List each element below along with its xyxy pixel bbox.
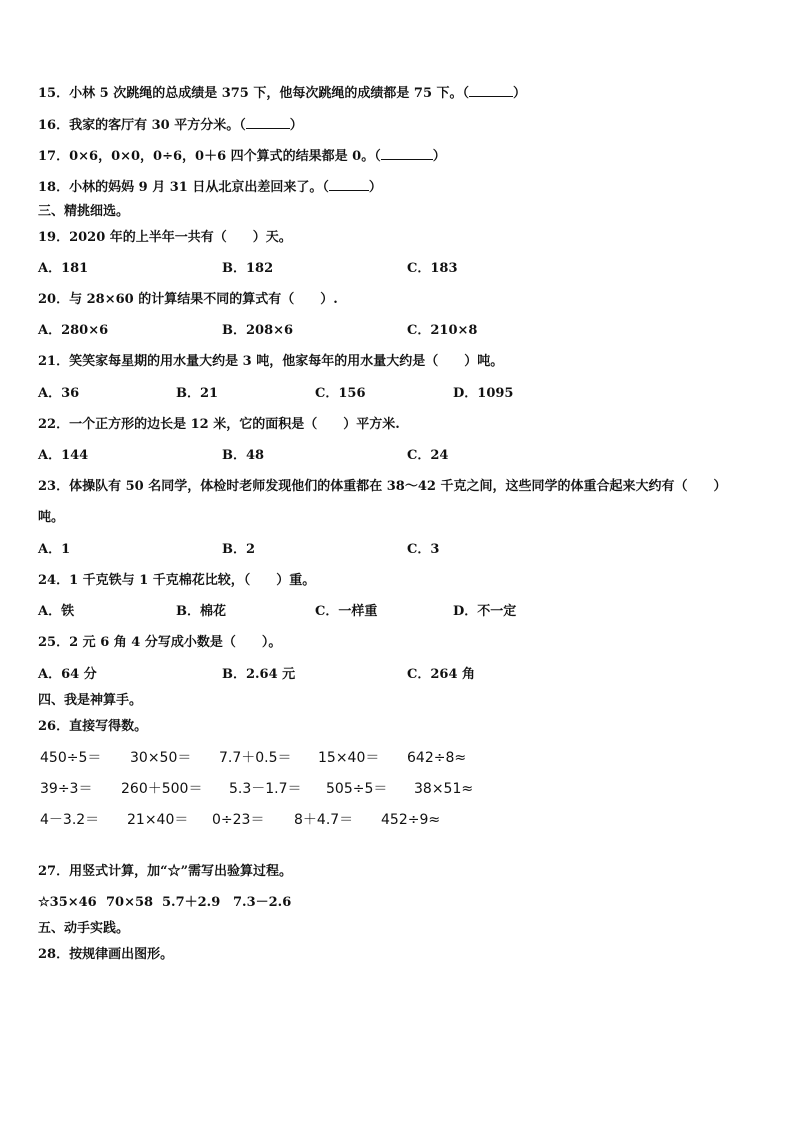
question-24: 24．1 千克铁与 1 千克棉花比较，（ ）重。 [38,573,316,588]
section-heading-4: 四、我是神算手。 [38,693,143,708]
vertical-calc-item: 5.7＋2.9 [162,895,221,910]
vertical-calc-item: ☆35×46 [38,895,97,910]
option-c[interactable]: C．3 [407,542,440,557]
question-28: 28．按规律画出图形。 [38,947,174,962]
question-21: 21．笑笑家每星期的用水量大约是 3 吨，他家每年的用水量大约是（ ）吨。 [38,354,504,369]
option-d[interactable]: D．1095 [453,386,514,401]
question-18: 18．小林的妈妈 9 月 31 日从北京出差回来了。（ ） [38,180,382,195]
answer-blank[interactable] [246,116,290,129]
question-23-continued: 吨。 [38,510,65,525]
option-a[interactable]: A．铁 [38,604,75,619]
option-a[interactable]: A．36 [38,386,80,401]
option-c[interactable]: C．24 [407,448,449,463]
answer-blank[interactable] [381,147,433,160]
question-25: 25．2 元 6 角 4 分写成小数是（ ）。 [38,635,282,650]
option-b[interactable]: B．2.64 元 [222,667,296,682]
calc-item: 5.3－1.7＝ [229,781,302,797]
option-c[interactable]: C．一样重 [315,604,378,619]
answer-blank[interactable] [329,178,369,191]
calc-item: 452÷9≈ [381,812,441,828]
question-20: 20．与 28×60 的计算结果不同的算式有（ ）. [38,292,338,307]
option-d[interactable]: D．不一定 [453,604,517,619]
question-23: 23．体操队有 50 名同学，体检时老师发现他们的体重都在 38～42 千克之间，这些同学的体重合起来大约有（ ） [38,479,727,494]
section-heading-3: 三、精挑细选。 [38,204,130,219]
vertical-calc-item: 70×58 [106,895,154,910]
option-c[interactable]: C．264 角 [407,667,476,682]
calc-item: 260＋500＝ [121,781,203,797]
calc-item: 30×50＝ [130,750,192,766]
answer-blank[interactable] [469,84,513,97]
option-b[interactable]: B．2 [222,542,256,557]
option-c[interactable]: C．183 [407,261,458,276]
question-22: 22．一个正方形的边长是 12 米，它的面积是（ ）平方米. [38,417,400,432]
option-a[interactable]: A．181 [38,261,89,276]
calc-item: 8＋4.7＝ [294,812,354,828]
question-27: 27．用竖式计算，加“☆”需写出验算过程。 [38,864,293,879]
calc-item: 505÷5＝ [326,781,388,797]
calc-item: 38×51≈ [414,781,474,797]
option-b[interactable]: B．208×6 [222,323,294,338]
section-heading-5: 五、动手实践。 [38,921,130,936]
calc-item: 450÷5＝ [40,750,102,766]
calc-item: 4－3.2＝ [40,812,100,828]
option-b[interactable]: B．48 [222,448,265,463]
calc-item: 0÷23＝ [212,812,265,828]
calc-item: 642÷8≈ [407,750,467,766]
option-c[interactable]: C．156 [315,386,366,401]
option-c[interactable]: C．210×8 [407,323,478,338]
calc-item: 39÷3＝ [40,781,93,797]
option-a[interactable]: A．1 [38,542,71,557]
question-17: 17．0×6，0×0，0÷6，0＋6 四个算式的结果都是 0。（ ） [38,149,446,164]
calc-item: 7.7＋0.5＝ [219,750,292,766]
option-b[interactable]: B．21 [176,386,219,401]
question-16: 16．我家的客厅有 30 平方分米。（ ） [38,118,303,133]
option-b[interactable]: B．棉花 [176,604,226,619]
calc-item: 21×40＝ [127,812,189,828]
question-19: 19．2020 年的上半年一共有（ ）天。 [38,230,292,245]
calc-item: 15×40＝ [318,750,380,766]
vertical-calc-item: 7.3－2.6 [233,895,292,910]
option-b[interactable]: B．182 [222,261,274,276]
option-a[interactable]: A．280×6 [38,323,109,338]
question-15: 15．小林 5 次跳绳的总成绩是 375 下，他每次跳绳的成绩都是 75 下。（ ） [38,86,527,101]
option-a[interactable]: A．64 分 [38,667,97,682]
question-26: 26．直接写得数。 [38,719,148,734]
option-a[interactable]: A．144 [38,448,89,463]
